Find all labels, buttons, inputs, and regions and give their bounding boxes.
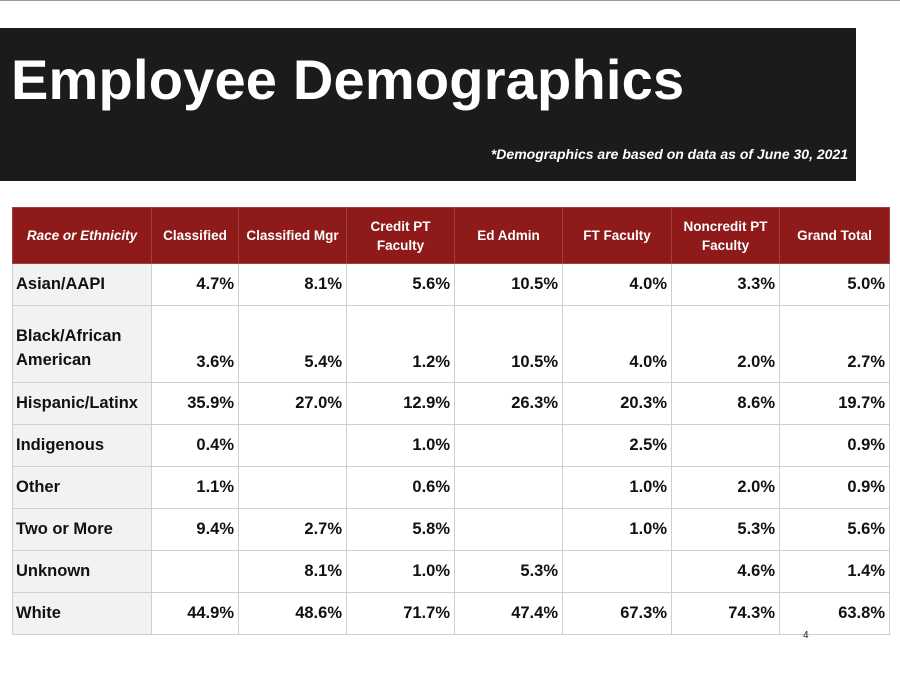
table-cell: 10.5%: [455, 306, 563, 383]
table-row: [13, 467, 890, 509]
column-header: Credit PT Faculty: [347, 208, 455, 264]
row-label: Hispanic/Latinx: [13, 383, 152, 425]
table-cell: 26.3%: [455, 383, 563, 425]
table-cell: 12.9%: [347, 383, 455, 425]
table-cell: 0.6%: [347, 467, 455, 509]
table-cell: 4.0%: [563, 264, 672, 306]
column-header: Grand Total: [780, 208, 890, 264]
page-number: 4: [803, 630, 809, 641]
table-row: [13, 306, 890, 383]
column-header: Ed Admin: [455, 208, 563, 264]
table-cell: 74.3%: [672, 593, 780, 635]
table-cell: [455, 467, 563, 509]
table-cell: 2.7%: [239, 509, 347, 551]
column-header: FT Faculty: [563, 208, 672, 264]
row-label: Two or More: [13, 509, 152, 551]
table-cell: 5.3%: [455, 551, 563, 593]
table-cell: [455, 425, 563, 467]
table-cell: 1.0%: [347, 425, 455, 467]
column-header: Race or Ethnicity: [13, 208, 152, 264]
table-row: [13, 593, 890, 635]
top-rule: [0, 0, 900, 1]
table-row: [13, 264, 890, 306]
row-label: Black/African American: [13, 306, 152, 383]
table-cell: 2.0%: [672, 467, 780, 509]
table-cell: 4.6%: [672, 551, 780, 593]
table-cell: 8.1%: [239, 551, 347, 593]
table-cell: [672, 425, 780, 467]
table-cell: 47.4%: [455, 593, 563, 635]
table-cell: 9.4%: [152, 509, 239, 551]
table-cell: 0.9%: [780, 467, 890, 509]
table-cell: 5.6%: [780, 509, 890, 551]
table-cell: 20.3%: [563, 383, 672, 425]
table-cell: 1.4%: [780, 551, 890, 593]
table-cell: 5.4%: [239, 306, 347, 383]
table-cell: 5.0%: [780, 264, 890, 306]
column-header: Classified: [152, 208, 239, 264]
table-cell: 1.0%: [563, 509, 672, 551]
table-cell: 4.7%: [152, 264, 239, 306]
table-cell: 19.7%: [780, 383, 890, 425]
table-cell: 67.3%: [563, 593, 672, 635]
table-cell: 27.0%: [239, 383, 347, 425]
table-cell: [239, 467, 347, 509]
table-row: [13, 425, 890, 467]
table-cell: 3.6%: [152, 306, 239, 383]
table-cell: 35.9%: [152, 383, 239, 425]
table-cell: 44.9%: [152, 593, 239, 635]
table-row: [13, 509, 890, 551]
row-label: Indigenous: [13, 425, 152, 467]
table-cell: [563, 551, 672, 593]
table-row: [13, 383, 890, 425]
demographics-table: [12, 207, 890, 635]
row-label: Asian/AAPI: [13, 264, 152, 306]
table-cell: 1.1%: [152, 467, 239, 509]
table-cell: 3.3%: [672, 264, 780, 306]
table-cell: 8.6%: [672, 383, 780, 425]
column-header: Noncredit PT Faculty: [672, 208, 780, 264]
table-cell: 63.8%: [780, 593, 890, 635]
table-cell: 10.5%: [455, 264, 563, 306]
table-cell: 8.1%: [239, 264, 347, 306]
table-cell: 71.7%: [347, 593, 455, 635]
row-label: White: [13, 593, 152, 635]
slide-subtitle: *Demographics are based on data as of June 30, 2021: [490, 146, 848, 162]
table-cell: 1.2%: [347, 306, 455, 383]
table-header-row: [13, 208, 890, 264]
table-cell: 2.5%: [563, 425, 672, 467]
table-cell: 2.7%: [780, 306, 890, 383]
row-label: Other: [13, 467, 152, 509]
table-cell: [455, 509, 563, 551]
column-header: Classified Mgr: [239, 208, 347, 264]
table-cell: 4.0%: [563, 306, 672, 383]
table-cell: 1.0%: [563, 467, 672, 509]
table-cell: 0.9%: [780, 425, 890, 467]
table-cell: 48.6%: [239, 593, 347, 635]
table-cell: [239, 425, 347, 467]
table-cell: 0.4%: [152, 425, 239, 467]
slide-title: Employee Demographics: [11, 48, 685, 111]
table-row: [13, 551, 890, 593]
table-cell: [152, 551, 239, 593]
table-cell: 5.3%: [672, 509, 780, 551]
table-cell: 5.6%: [347, 264, 455, 306]
table-cell: 5.8%: [347, 509, 455, 551]
table-cell: 2.0%: [672, 306, 780, 383]
row-label: Unknown: [13, 551, 152, 593]
title-band: [0, 28, 856, 181]
table-cell: 1.0%: [347, 551, 455, 593]
